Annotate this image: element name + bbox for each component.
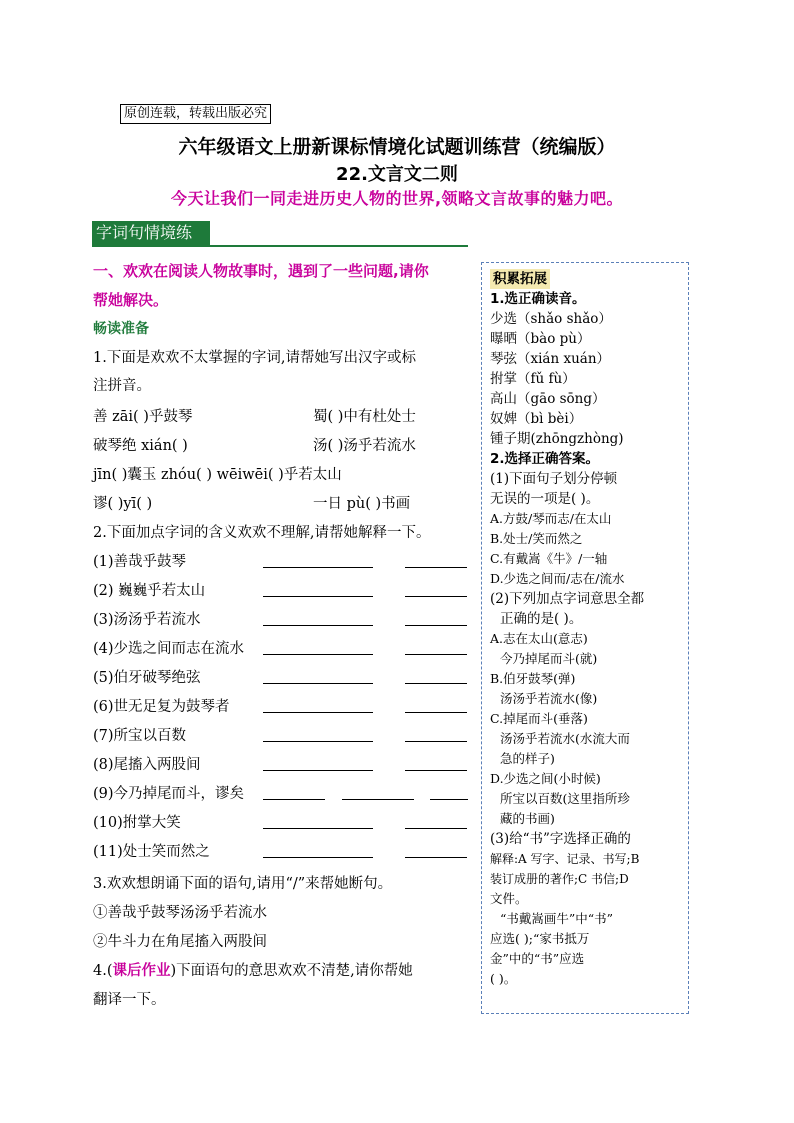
answer-blank[interactable]	[405, 828, 467, 829]
sidebar-sub-q: 文件。	[490, 891, 528, 906]
sidebar-sub-q: 无误的一项是( )。	[490, 491, 600, 507]
q1-text: 1.下面是欢欢不太掌握的字词,请帮她写出汉字或标	[93, 350, 416, 366]
answer-blank[interactable]	[342, 799, 414, 800]
q2-item: (3)汤汤乎若流水	[93, 612, 201, 628]
reading-item: 琴弦（xián xuán）	[490, 351, 611, 367]
option-item: 今乃掉尾而斗(就)	[500, 651, 598, 666]
option-item: 所宝以百数(这里指所珍	[500, 791, 630, 806]
q1-text-cont: 注拼音。	[93, 378, 151, 394]
sidebar-sub-q: (2)下列加点字词意思全都	[490, 591, 645, 607]
option-item: A.志在太山(意志)	[490, 631, 588, 646]
sidebar-sub-q: (3)给“书”字选择正确的	[490, 831, 631, 847]
q4-text-cont: 翻译一下。	[93, 992, 166, 1008]
sidebar-box	[481, 262, 689, 1014]
lesson-title: 22.文言文二则	[336, 164, 458, 185]
sidebar-sub-q: 应选( );“家书抵万	[490, 931, 590, 946]
q2-item: (8)尾搐入两股间	[93, 757, 201, 773]
banner-underline	[92, 245, 468, 247]
sidebar-sub-q: 正确的是( )。	[500, 611, 583, 627]
reading-item: 高山（gāo sōng）	[490, 391, 606, 407]
q2-item: (10)拊掌大笑	[93, 815, 181, 831]
pinyin-row: 汤( )汤乎若流水	[313, 438, 416, 454]
homework-tag: 课后作业	[112, 963, 171, 979]
section-label: 畅读准备	[93, 321, 149, 337]
answer-blank[interactable]	[263, 770, 373, 771]
answer-blank[interactable]	[263, 712, 373, 713]
option-item: B.处士/笑而然之	[490, 531, 583, 546]
option-item: 急的样子)	[500, 751, 555, 766]
option-item: 汤汤乎若流水(水流大而	[500, 731, 630, 746]
pinyin-row: jīn( )囊玉 zhóu( ) wēiwēi( )乎若太山	[93, 467, 342, 483]
sidebar-sub-q: ( )。	[490, 971, 517, 986]
option-item: D.少选之间而/志在/流水	[490, 571, 625, 586]
reading-item: 拊掌（fǔ fù）	[490, 371, 576, 387]
q3-sentence-1: ①善哉乎鼓琴汤汤乎若流水	[93, 905, 267, 921]
answer-blank[interactable]	[405, 741, 467, 742]
section-banner: 字词句情境练	[92, 221, 210, 245]
q2-item: (9)今乃掉尾而斗，谬矣	[93, 786, 245, 802]
sidebar-badge: 积累拓展	[490, 269, 550, 289]
option-item: C.有戴嵩《牛》/一轴	[490, 551, 608, 566]
intro-text: 今天让我们一同走进历史人物的世界,领略文言故事的魅力吧。	[170, 189, 624, 208]
option-item: 汤汤乎若流水(像)	[500, 691, 598, 706]
question-heading-cont: 帮她解决。	[93, 291, 169, 309]
pinyin-row: 蜀( )中有杜处士	[313, 409, 416, 425]
option-item: A.方鼓/琴而志/在太山	[490, 511, 612, 526]
answer-blank[interactable]	[405, 683, 467, 684]
sidebar-sub-q: 金”中的“书”应选	[490, 951, 585, 966]
answer-blank[interactable]	[263, 567, 373, 568]
option-item: C.掉尾而斗(垂落)	[490, 711, 588, 726]
answer-blank[interactable]	[405, 770, 467, 771]
pinyin-row: 谬( )yī( )	[93, 496, 153, 512]
page-title: 六年级语文上册新课标情境化试题训练营（统编版）	[178, 136, 616, 158]
sidebar-sub-q: “书戴嵩画牛”中“书”	[500, 911, 614, 926]
q2-item: (4)少选之间而志在流水	[93, 641, 245, 657]
sidebar-sub-q: (1)下面句子划分停顿	[490, 471, 618, 487]
q4-number: 4.(	[93, 963, 113, 979]
reading-item: 曝晒（bào pù）	[490, 331, 591, 347]
q2-item: (7)所宝以百数	[93, 728, 187, 744]
q2-item: (11)处士笑而然之	[93, 844, 210, 860]
answer-blank[interactable]	[263, 654, 373, 655]
q2-item: (1)善哉乎鼓琴	[93, 554, 187, 570]
answer-blank[interactable]	[263, 625, 373, 626]
answer-blank[interactable]	[405, 654, 467, 655]
answer-blank[interactable]	[263, 741, 373, 742]
question-heading: 一、欢欢在阅读人物故事时，遇到了一些问题,请你	[93, 262, 429, 280]
answer-blank[interactable]	[405, 712, 467, 713]
sidebar-sub-q: 装订成册的著作;C 书信;D	[490, 872, 629, 886]
sidebar-q1: 1.选正确读音。	[490, 291, 586, 307]
q2-text: 2.下面加点字词的含义欢欢不理解,请帮她解释一下。	[93, 525, 431, 541]
q4-text	[93, 959, 413, 980]
answer-blank[interactable]	[263, 799, 325, 800]
answer-blank[interactable]	[263, 857, 373, 858]
q3-text: 3.欢欢想朗诵下面的语句,请用“/”来帮她断句。	[93, 876, 393, 892]
q2-item: (6)世无足复为鼓琴者	[93, 699, 230, 715]
answer-blank[interactable]	[405, 625, 467, 626]
answer-blank[interactable]	[405, 596, 467, 597]
sidebar-sub-q: 解释:A 写字、记录、书写;B	[490, 852, 640, 866]
answer-blank[interactable]	[430, 799, 468, 800]
option-item: 藏的书画)	[500, 811, 555, 826]
pinyin-row: 一日 pù( )书画	[313, 496, 411, 512]
answer-blank[interactable]	[263, 596, 373, 597]
q2-item: (2) 巍巍乎若太山	[93, 583, 206, 599]
q4-prompt: )下面语句的意思欢欢不清楚,请你帮她	[170, 963, 413, 979]
reading-item: 少选（shǎo shǎo）	[490, 311, 612, 327]
answer-blank[interactable]	[263, 828, 373, 829]
reading-item: 锺子期(zhōngzhòng)	[490, 431, 624, 447]
pinyin-row: 善 zāi( )乎鼓琴	[93, 409, 193, 425]
sidebar-q2: 2.选择正确答案。	[490, 451, 600, 467]
reading-item: 奴婢（bì bèi）	[490, 411, 583, 427]
option-item: B.伯牙鼓琴(弹)	[490, 671, 576, 686]
q2-item: (5)伯牙破琴绝弦	[93, 670, 201, 686]
copyright-stamp: 原创连载，转载出版必究	[120, 104, 271, 124]
answer-blank[interactable]	[405, 567, 467, 568]
q3-sentence-2: ②牛斗力在角尾搐入两股间	[93, 934, 267, 950]
option-item: D.少选之间(小时候)	[490, 771, 601, 786]
answer-blank[interactable]	[405, 857, 467, 858]
answer-blank[interactable]	[263, 683, 373, 684]
pinyin-row: 破琴绝 xián( )	[93, 438, 188, 454]
